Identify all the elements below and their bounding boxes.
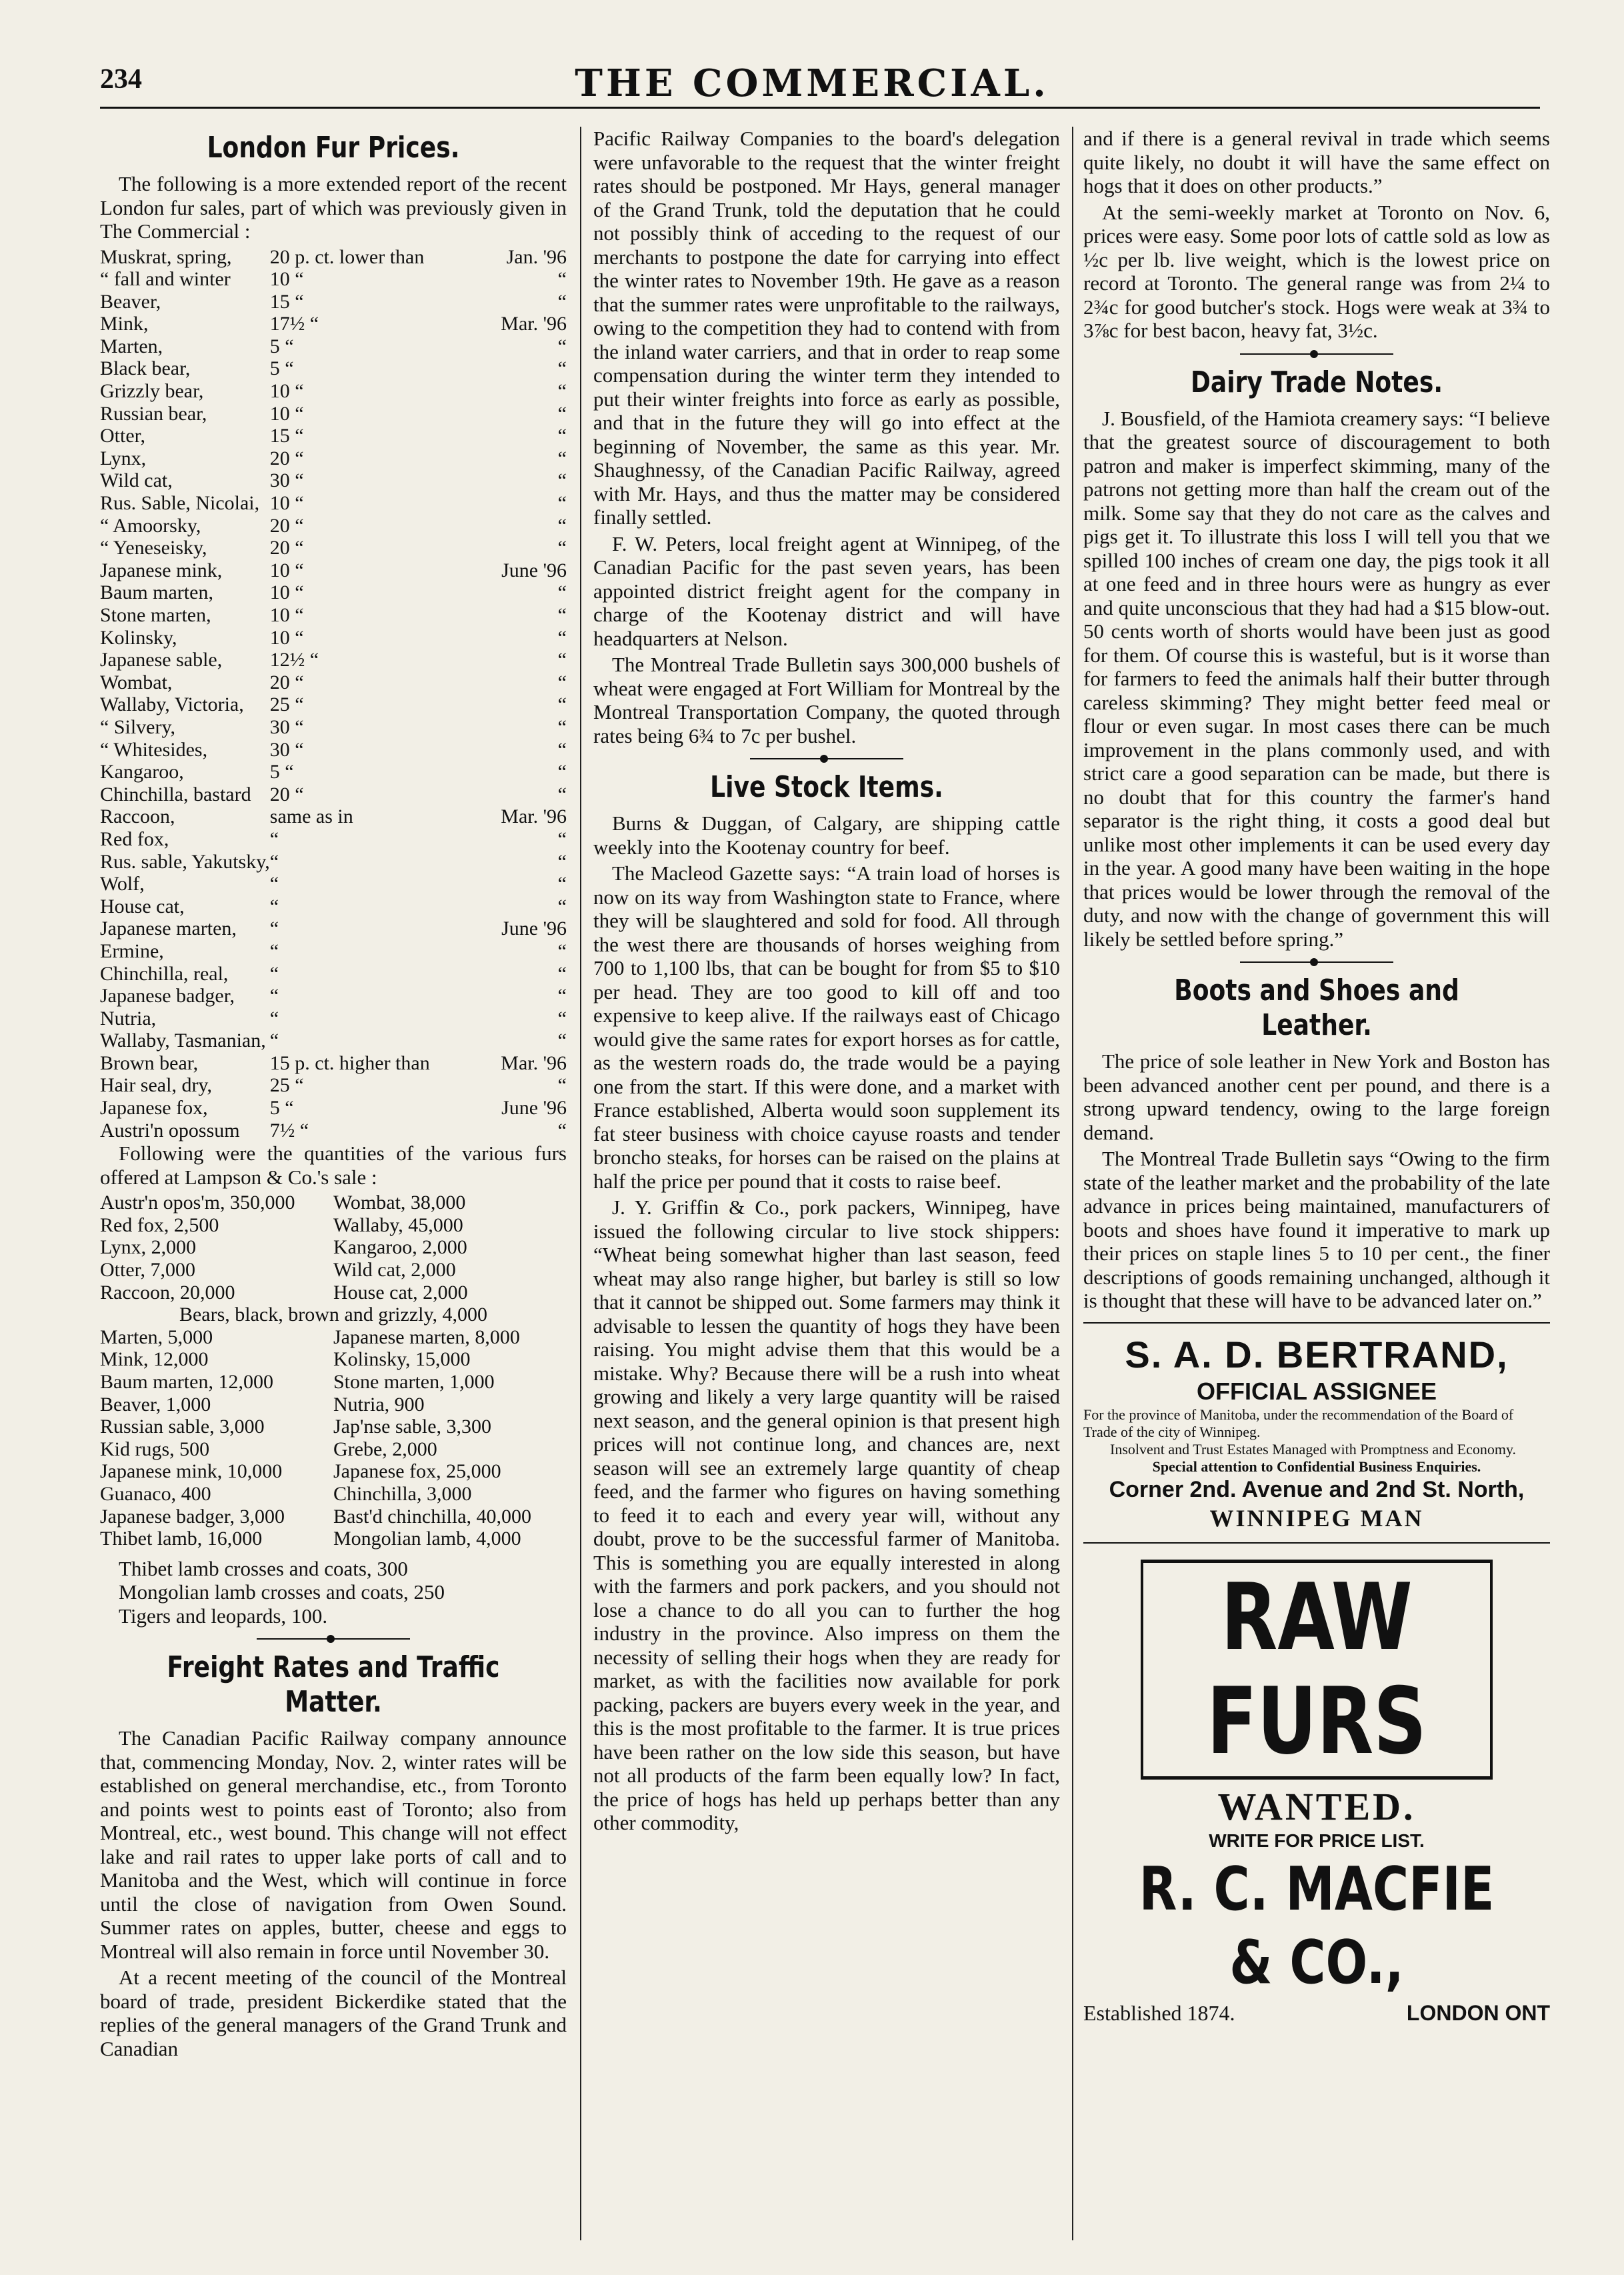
quantity-item: Japanese badger, 3,000 [100,1505,285,1528]
fur-price-row [100,559,567,582]
fur-name-cell: Japanese sable, [100,649,223,671]
fur-ref-cell: “ [557,649,567,671]
quantity-item: Bast'd chinchilla, 40,000 [333,1505,532,1528]
fur-price-row [100,940,567,963]
fur-price-row [100,246,567,269]
fur-pct-cell: 15 “ [269,425,304,447]
quantity-item: Wallaby, 45,000 [333,1214,463,1236]
macfie-company: R. C. MACFIE & CO., [1139,1854,1495,1998]
fur-ref-cell: “ [557,1119,567,1142]
quantity-item: Japanese fox, 25,000 [333,1460,501,1483]
fur-pct-cell: 10 “ [269,581,304,604]
section-separator [750,758,903,759]
fur-ref-cell: “ [557,357,567,380]
bertrand-line: Insolvent and Trust Estates Managed with Promptness and Economy. [1110,1440,1517,1458]
fur-ref-cell: “ [557,581,567,604]
fur-price-row [100,581,567,604]
column-1 [100,127,567,2247]
fur-price-row [100,357,567,380]
fur-price-row [100,761,567,783]
fur-ref-cell: “ [557,402,567,425]
livestock-paragraph: and if there is a general revival in trade which seems quite likely, no doubt it will have the same effect on hogs that it does on other products.” [1083,127,1550,197]
fur-name-cell: Otter, [100,425,145,447]
quantity-item: Baum marten, 12,000 [100,1371,273,1393]
fur-pct-cell: 10 “ [269,559,304,581]
fur-name-cell: Red fox, [100,827,169,850]
fur-ref-cell: “ [557,827,567,850]
wanted-text: WANTED. [1217,1784,1416,1828]
livestock-paragraph: At the semi-weekly market at Toronto on Nov. 6, prices were easy. Some poor lots of cattle sold as low as ½c per lb. live weight, which is the lowest price on record at Toronto. The general range was from 2¼ to 2¾c for good butcher's stock. Hogs were weak at 3¾ to 3⅞c for best bacon, heavy fat, 3½c. [1083,200,1550,342]
fur-price-row [100,1052,567,1075]
fur-pct-cell: “ [269,873,279,895]
fur-pct-cell: 5 “ [269,357,294,380]
fur-pct-cell: 20 “ [269,514,304,537]
macfie-ad [1083,1560,1550,2026]
fur-price-row [100,515,567,537]
fur-price-row [100,627,567,649]
quantity-item: Nutria, 900 [333,1393,425,1416]
masthead: THE COMMERCIAL. [575,61,1049,105]
bertrand-name: S. A. D. BERTRAND, [1125,1333,1509,1376]
fur-ref-cell: “ [557,447,567,469]
fur-price-row [100,1074,567,1097]
fur-price-row [100,335,567,358]
quantity-item: Grebe, 2,000 [333,1438,437,1460]
fur-price-row [100,828,567,851]
quantity-item: Russian sable, 3,000 [100,1416,265,1438]
bertrand-line: For the province of Manitoba, under the recommendation of the Board of Trade of the city of Winnipeg. [1083,1406,1514,1440]
fur-price-row [100,425,567,447]
fur-pct-cell: 20 “ [269,671,304,693]
bertrand-title: OFFICIAL ASSIGNEE [1196,1377,1437,1405]
fur-name-cell: Chinchilla, real, [100,962,229,985]
quantity-item: Japanese marten, 8,000 [333,1326,520,1348]
extra-item: Thibet lamb crosses and coats, 300 [119,1556,408,1580]
quantities-list [100,1192,567,1550]
quantity-item: Marten, 5,000 [100,1326,213,1348]
quantity-item: Jap'nse sable, 3,300 [333,1416,492,1438]
fur-ref-cell: “ [557,850,567,873]
page-number: 234 [100,64,142,95]
section-separator [1240,961,1393,963]
fur-ref-cell: Mar. '96 [501,313,567,335]
fur-pct-cell: “ [269,1007,279,1029]
fur-ref-cell: Mar. '96 [501,1051,567,1074]
fur-ref-cell: “ [557,492,567,515]
fur-ref-cell: “ [557,604,567,626]
fur-price-row [100,268,567,291]
fur-ref-cell: “ [557,537,567,559]
fur-name-cell: Rus. sable, Yakutsky, [100,850,270,873]
quantity-item: Beaver, 1,000 [100,1393,211,1416]
fur-price-row [100,985,567,1007]
fur-price-row [100,469,567,492]
fur-price-row [100,604,567,627]
livestock-paragraph: J. Y. Griffin & Co., pork packers, Winnipeg, have issued the following circular to live stock shippers: “Wheat being somewhat higher than last season, feed wheat may also range higher, but barley is still so low that it cannot be shipped out. Some farmers may think it advisable to lessen the quantity of hogs they have been raising. You might advise them that this would be a mistake. Why? Because there will be a rush into wheat growing and likely a very large quantity will be raised next season, and the general opinion is that present high prices will not continue long, and chances are, next season will see an extremely large quantity of cheap feed, and the farmer who figures on having something to feed it to each and every year will, without any doubt, prove to be the successful farmer of Manitoba. This is something you are equally interested in along with the farmers and pork packers, and you should not lose a chance to do all you can to further the hog industry in the province. Also impress on them the necessity of selling their hogs when they are ready for market, as with the facilities now available for pork packing, packers are buyers every week in the year, and this is the most profitable to the farmer. It is true prices have been rather on the low side this season, but have not all products of the farm been equally low? In fact, the price of hogs has held up perhaps better than any other commodity, [593,1196,1060,1834]
quantity-item: Red fox, 2,500 [100,1214,219,1236]
fur-name-cell: Japanese mink, [100,559,223,581]
fur-name-cell: Mink, [100,313,149,335]
fur-name-cell: Brown bear, [100,1051,199,1074]
fur-pct-cell: 20 “ [269,537,304,559]
fur-pct-cell: 5 “ [269,761,294,783]
fur-name-cell: Ermine, [100,939,164,962]
dairy-title: Dairy Trade Notes. [1190,365,1443,399]
fur-pct-cell: 30 “ [269,715,304,738]
fur-pct-cell: 20 p. ct. lower than [269,245,425,268]
fur-name-cell: Baum marten, [100,581,213,604]
fur-pct-cell: 25 “ [269,693,304,716]
fur-ref-cell: “ [557,715,567,738]
fur-ref-cell: “ [557,693,567,716]
fur-ref-cell: June '96 [501,559,567,581]
fur-price-row [100,783,567,806]
fur-ref-cell: “ [557,671,567,693]
quantity-item: Kolinsky, 15,000 [333,1348,471,1371]
fur-name-cell: Wild cat, [100,469,173,492]
quantity-item: Wild cat, 2,000 [333,1259,456,1282]
fur-name-cell: Wallaby, Tasmanian, [100,1029,266,1052]
fur-price-row [100,739,567,761]
fur-pct-cell: “ [269,962,279,985]
fur-ref-cell: “ [557,290,567,313]
fur-price-row [100,693,567,716]
fur-pct-cell: “ [269,827,279,850]
fur-name-cell: Wolf, [100,873,145,895]
fur-name-cell: Wallaby, Victoria, [100,693,244,716]
write-for-price-list: WRITE FOR PRICE LIST. [1209,1830,1425,1851]
quantity-item: Thibet lamb, 16,000 [100,1528,263,1550]
fur-price-row [100,649,567,671]
fur-name-cell: Russian bear, [100,402,207,425]
fur-price-row [100,492,567,515]
fur-pct-cell: 10 “ [269,268,304,291]
freight-paragraph: Pacific Railway Companies to the board's delegation were unfavorable to the request that the winter freight rates should be postponed. Mr Hays, general manager of the Grand Trunk, told the deputation that he could not possibly think of acceding to the request of our merchants to postpone the date for carrying into effect the winter rates to November 19th. He gave as a reason that the summer rates were unprofitable to the railways, owing to the competition they had to contend with from the inland water carriers, and that in order to reap some compensation during the winter term they intended to put their winter freights into force as early as possible, and that in the future they will go into effect at the beginning of November, the same as this year. Mr. Shaughnessy, of the Canadian Pacific Railway, agreed with Mr. Hays, and thus the matter may be considered finally settled. [593,127,1060,529]
fur-ref-cell: “ [557,514,567,537]
fur-name-cell: “ Yeneseisky, [100,537,207,559]
fur-name-cell: Grizzly bear, [100,380,204,403]
fur-name-cell: Beaver, [100,290,161,313]
fur-pct-cell: 12½ “ [269,649,319,671]
fur-ref-cell: “ [557,873,567,895]
bertrand-ad [1083,1333,1550,1533]
fur-ref-cell: “ [557,380,567,403]
fur-name-cell: Kolinsky, [100,626,177,649]
fur-name-cell: “ fall and winter [100,268,231,291]
quantity-item: Mongolian lamb, 4,000 [333,1528,521,1550]
freight-paragraph: The Montreal Trade Bulletin says 300,000 bushels of wheat were engaged at Fort William for Montreal by the Montreal Transportation Company, the quoted through rates being 6¾ to 7c per bushel. [593,653,1060,747]
fur-ref-cell: “ [557,425,567,447]
fur-name-cell: Rus. Sable, Nicolai, [100,492,260,515]
quantity-item: Kid rugs, 500 [100,1438,210,1460]
freight-paragraph: F. W. Peters, local freight agent at Winnipeg, of the Canadian Pacific for the past seven years, has been appointed district freight agent for the company in charge of the Kootenay district and will have headquarters at Nelson. [593,531,1060,650]
fur-ref-cell: June '96 [501,917,567,940]
section-separator [257,1638,410,1640]
fur-price-row [100,537,567,559]
fur-pct-cell: “ [269,985,279,1007]
fur-ref-cell: “ [557,985,567,1007]
fur-ref-cell: “ [557,895,567,917]
fur-pct-cell: 10 “ [269,626,304,649]
fur-price-row [100,805,567,828]
bertrand-address: Corner 2nd. Avenue and 2nd St. North, [1109,1476,1525,1502]
quantity-item: Wombat, 38,000 [333,1192,466,1214]
fur-name-cell: Black bear, [100,357,191,380]
fur-ref-cell: “ [557,738,567,761]
fur-price-row [100,963,567,985]
fur-ref-cell: “ [557,962,567,985]
fur-price-row [100,1119,567,1142]
fur-pct-cell: same as in [269,805,353,828]
fur-name-cell: Japanese badger, [100,985,235,1007]
raw-furs-headline: RAW FURS [1141,1560,1493,1780]
quantity-item: Raccoon, 20,000 [100,1281,235,1304]
fur-pct-cell: 10 “ [269,492,304,515]
fur-pct-cell: 17½ “ [269,313,319,335]
fur-name-cell: Nutria, [100,1007,157,1029]
fur-price-row [100,313,567,335]
quantity-item: Bears, black, brown and grizzly, 4,000 [179,1304,488,1326]
fur-name-cell: “ Whitesides, [100,738,208,761]
fur-pct-cell: 10 “ [269,380,304,403]
fur-price-row [100,851,567,873]
quantity-item: Guanaco, 400 [100,1482,211,1505]
freight-paragraph: At a recent meeting of the council of the Montreal board of trade, president Bickerdike stated that the replies of the general managers of the Grand Trunk and Canadian [100,1966,567,2060]
fur-price-row [100,671,567,694]
quantity-item: Lynx, 2,000 [100,1236,197,1259]
established-year: Established 1874. [1083,2000,1235,2025]
fur-ref-cell: “ [557,1029,567,1052]
freight-title: Freight Rates and Traffic Matter. [167,1650,500,1720]
fur-name-cell: “ Amoorsky, [100,514,201,537]
fur-pct-cell: 7½ “ [269,1119,309,1142]
fur-pct-cell: 15 p. ct. higher than [269,1051,430,1074]
livestock-paragraph: Burns & Duggan, of Calgary, are shipping cattle weekly into the Kootenay country for beef. [593,811,1060,859]
section-separator [1240,353,1393,355]
extra-item: Tigers and leopards, 100. [119,1604,328,1628]
quantity-item: Japanese mink, 10,000 [100,1460,283,1483]
fur-pct-cell: 5 “ [269,1097,294,1119]
fur-price-row [100,291,567,313]
fur-pct-cell: 10 “ [269,604,304,626]
fur-price-row [100,1007,567,1030]
livestock-paragraph: The Macleod Gazette says: “A train load of horses is now on its way from Washington state to France, where they will be slaughtered and sold for food. All through the west there are thousands of horses weighing from 700 to 1,100 lbs, that can be bought for from $5 to $10 per head. They are too good to kill off and too expensive to keep alive. If the railways east of Chicago would give the same rates for export horses as for cattle, as the western roads do, the trade would be a paying one from the start. If this were done, and a market with France established, Alberta would soon supplement its fat steer business with choice cayuse roasts and tender broncho steaks, for horses can be raised on the plains at half the price per pound that it costs to raise beef. [593,861,1060,1193]
fur-price-row [100,895,567,918]
quantity-item: Austr'n opos'm, 350,000 [100,1192,295,1214]
boots-title: Boots and Shoes and Leather. [1174,973,1459,1042]
fur-ref-cell: “ [557,939,567,962]
fur-name-cell: Kangaroo, [100,761,184,783]
fur-name-cell: Wombat, [100,671,173,693]
fur-name-cell: Japanese marten, [100,917,237,940]
fur-pct-cell: 5 “ [269,335,294,357]
fur-name-cell: House cat, [100,895,185,917]
fur-pct-cell: 20 “ [269,447,304,469]
fur-price-row [100,1097,567,1119]
fur-name-cell: Stone marten, [100,604,211,626]
quantity-item: Chinchilla, 3,000 [333,1482,472,1505]
fur-price-row [100,716,567,739]
extra-list [100,1557,567,1628]
fur-pct-cell: 25 “ [269,1074,304,1097]
fur-ref-cell: June '96 [501,1097,567,1119]
fur-pct-cell: 20 “ [269,783,304,805]
fur-ref-cell: “ [557,1007,567,1029]
fur-ref-cell: “ [557,1074,567,1097]
fur-ref-cell: “ [557,469,567,492]
column-divider [580,127,581,2240]
quantity-item: Mink, 12,000 [100,1348,209,1371]
fur-price-row [100,917,567,940]
fur-pct-cell: 10 “ [269,402,304,425]
fur-pct-cell: 30 “ [269,469,304,492]
masthead-rule [100,107,1540,109]
quantity-item: Otter, 7,000 [100,1259,195,1282]
london-fur-title: London Fur Prices. [207,131,460,165]
column-divider [1072,127,1073,2240]
livestock-title: Live Stock Items. [710,770,943,804]
fur-ref-cell: “ [557,761,567,783]
fur-name-cell: Lynx, [100,447,147,469]
quantities-intro: Following were the quantities of the various furs offered at Lampson & Co.'s sale : [100,1142,567,1189]
fur-price-row [100,873,567,895]
macfie-location: LONDON ONT [1406,2000,1550,2025]
fur-ref-cell: “ [557,268,567,291]
fur-ref-cell: “ [557,335,567,357]
quantity-item: Kangaroo, 2,000 [333,1236,467,1259]
fur-name-cell: Muskrat, spring, [100,245,232,268]
fur-price-row [100,447,567,470]
fur-name-cell: Chinchilla, bastard [100,783,251,805]
column-3 [1083,127,1550,2247]
boots-paragraph: The price of sole leather in New York and Boston has been advanced another cent per pound, and there is a strong upward tendency, owing to the large foreign demand. [1083,1049,1550,1144]
fur-pct-cell: “ [269,1029,279,1052]
fur-name-cell: “ Silvery, [100,715,176,738]
fur-price-row [100,1029,567,1052]
london-fur-intro: The following is a more extended report of the recent London fur sales, part of which was previously given in The Commercial : [100,172,567,243]
ad-rule [1083,1542,1550,1544]
quantity-item: House cat, 2,000 [333,1281,468,1304]
fur-name-cell: Marten, [100,335,163,357]
fur-name-cell: Raccoon, [100,805,175,828]
fur-pct-cell: “ [269,917,279,940]
ad-rule [1083,1322,1550,1324]
fur-pct-cell: 15 “ [269,290,304,313]
column-2 [593,127,1060,2247]
quantity-item: Stone marten, 1,000 [333,1371,495,1393]
fur-price-row [100,380,567,403]
fur-ref-cell: “ [557,783,567,805]
fur-ref-cell: Jan. '96 [506,245,567,268]
boots-paragraph: The Montreal Trade Bulletin says “Owing to the firm state of the leather market and the probability of the late advance in prices being maintained, manufacturers of boots and shoes have found it imperative to mark up their prices on staple lines 5 to 10 per cent., the finer descriptions of goods remaining unchanged, although it is thought that these will have to be advanced later on.” [1083,1147,1550,1312]
bertrand-city: WINNIPEG MAN [1209,1504,1424,1532]
macfie-footer [1083,2000,1550,2026]
fur-pct-cell: “ [269,939,279,962]
fur-pct-cell: “ [269,895,279,917]
fur-name-cell: Japanese fox, [100,1097,208,1119]
fur-pct-cell: “ [269,850,279,873]
fur-name-cell: Hair seal, dry, [100,1074,212,1097]
fur-price-table [100,246,567,1142]
freight-paragraph: The Canadian Pacific Railway company announce that, commencing Monday, Nov. 2, winter rates will be established on general merchandise, etc., from Toronto and points west to points east of Toronto; also from Montreal, etc., west bound. This change will not effect lake and rail rates to upper lake ports of call and to Manitoba and the West, which will continue in force until the close of navigation from Owen Sound. Summer rates on apples, butter, cheese and eggs to Montreal will also remain in force until November 30. [100,1726,567,1963]
extra-item: Mongolian lamb crosses and coats, 250 [119,1580,445,1604]
fur-pct-cell: 30 “ [269,738,304,761]
bertrand-line: Special attention to Confidential Business Enquiries. [1152,1458,1481,1475]
fur-price-row [100,403,567,425]
fur-ref-cell: “ [557,626,567,649]
fur-ref-cell: Mar. '96 [501,805,567,828]
dairy-paragraph: J. Bousfield, of the Hamiota creamery says: “I believe that the greatest source of discouragement to both patron and maker is imperfect skimming, many of the patrons not getting more than half the cream out of the milk. Some say that they do not care as the calves and pigs get it. To illustrate this loss I will tell you that we spilled 100 inches of cream one day, the pigs took it all at one feed and in three hours were as hungry as ever and quite unconscious that they had had a $15 blow-out. 50 cents worth of shorts would have been just as good for them. Of course this is wasteful, but is it worse than for farmers to feed the animals half their butter through careless skimming? They might better feed meal or flour or even sugar. In most cases there can be much improvement in the plans commonly used, and with strict care a good separation can be made, but there is no doubt that for this country the farmer's hand separator is the right thing, it costs a good deal but unlike most other implements it can be used every day in the year. A good many have been waiting in the hope that prices would be lower through the removal of the duty, and now with the change of government this will likely be settled before spring.” [1083,406,1550,951]
fur-name-cell: Austri'n opossum [100,1119,240,1142]
